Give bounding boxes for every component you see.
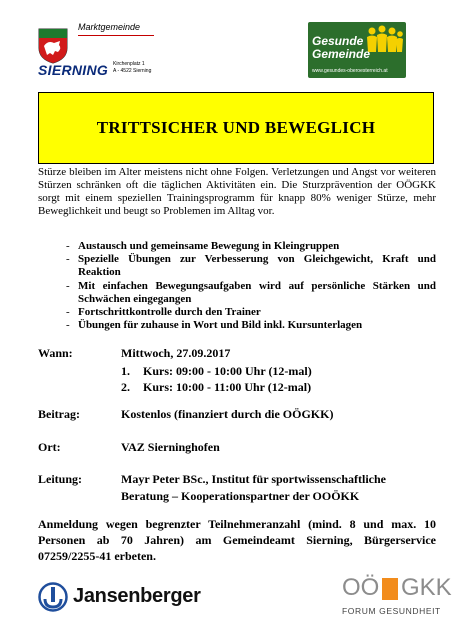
oegkk-orange-block <box>382 578 398 600</box>
header-rule <box>78 35 154 36</box>
place-label: Ort: <box>38 440 61 454</box>
bullet-marker: - <box>66 306 70 319</box>
bullet-marker: - <box>66 279 70 292</box>
lead-value-line-2: Beratung – Kooperationspartner der OOÖKK <box>121 489 360 503</box>
bullet-marker: - <box>66 319 70 332</box>
address-line-2: A - 4522 Sierning <box>113 68 152 74</box>
list-item-text: Fortschrittkontrolle durch den Trainer <box>78 306 261 319</box>
list-item <box>66 253 436 279</box>
course-number: 1. <box>121 364 130 378</box>
people-figures-icon <box>366 25 404 55</box>
place-value: VAZ Sierninghofen <box>121 440 220 454</box>
list-item <box>66 240 436 253</box>
oegkk-logo <box>340 574 452 620</box>
fee-label: Beitrag: <box>38 407 80 421</box>
course-time: Kurs: 09:00 - 10:00 Uhr (12-mal) <box>143 364 312 378</box>
list-item <box>66 280 436 306</box>
sierning-crest-icon <box>38 28 68 64</box>
partner-title-line-1: Gesunde <box>312 34 364 48</box>
when-value: Mittwoch, 27.09.2017 <box>121 346 231 360</box>
list-item-text: Mit einfachen Bewegungsaufgaben wird auf persönliche Stärken und Schwächen eingegangen <box>78 279 436 305</box>
oegkk-tagline: FORUM GESUNDHEIT <box>342 606 441 616</box>
course-time: Kurs: 10:00 - 11:00 Uhr (12-mal) <box>143 380 312 394</box>
municipality-prefix: Marktgemeinde <box>78 22 141 32</box>
list-item-text: Übungen für zuhause in Wort und Bild inkl. Kursunterlagen <box>78 319 363 332</box>
bullet-marker: - <box>66 240 70 252</box>
oegkk-part-2: GKK <box>401 574 452 601</box>
oegkk-part-1: OÖ <box>342 574 380 601</box>
registration-note: Anmeldung wegen begrenzter Teilnehmeranzahl (mind. 8 und max. 10 Personen ab 70 Jahren) am Gemeindeamt Sierning, Bürgerservice 07259/2255-41 erbeten. <box>38 517 436 563</box>
intro-paragraph: Stürze bleiben im Alter meistens nicht ohne Folgen. Verletzungen und Angst vor weiteren Stürzen schränken oft die täglichen Aktivitäten ein. Die Sturzprävention der OÖGKK sorgt mit einem speziellen Trainingsprogramm für knapp 80% weniger Stürze, mehr Beweglichkeit und beugt so Problemen im Alltag vor. <box>38 166 436 217</box>
page-title: TRITTSICHER UND BEWEGLICH <box>96 118 376 137</box>
partner-url: www.gesundes-oberoesterreich.at <box>312 68 388 74</box>
list-item-text: Austausch und gemeinsame Bewegung in Kleingruppen <box>78 240 340 252</box>
when-label: Wann: <box>38 346 73 360</box>
jansenberger-logo <box>38 582 208 614</box>
sponsor-name: Jansenberger <box>73 585 201 607</box>
address-line-1: Kirchenplatz 1 <box>113 61 145 67</box>
fee-value: Kostenlos (finanziert durch die OÖGKK) <box>121 407 334 421</box>
gesunde-gemeinde-logo <box>308 22 406 78</box>
lead-value-line-1: Mayr Peter BSc., Institut für sportwissenschaftliche <box>121 472 386 486</box>
feature-list <box>66 240 436 332</box>
sierning-logo <box>38 22 156 80</box>
course-number: 2. <box>121 380 130 394</box>
list-item <box>66 306 436 319</box>
list-item-text: Spezielle Übungen zur Verbesserung von Gleichgewicht, Kraft und Reaktion <box>78 253 436 279</box>
title-box <box>38 92 434 164</box>
list-item <box>66 319 436 332</box>
partner-title-line-2: Gemeinde <box>312 47 371 61</box>
municipality-name: SIERNING <box>38 62 109 78</box>
lead-label: Leitung: <box>38 472 83 486</box>
bullet-marker: - <box>66 253 70 266</box>
jansenberger-mark-icon <box>38 582 68 612</box>
